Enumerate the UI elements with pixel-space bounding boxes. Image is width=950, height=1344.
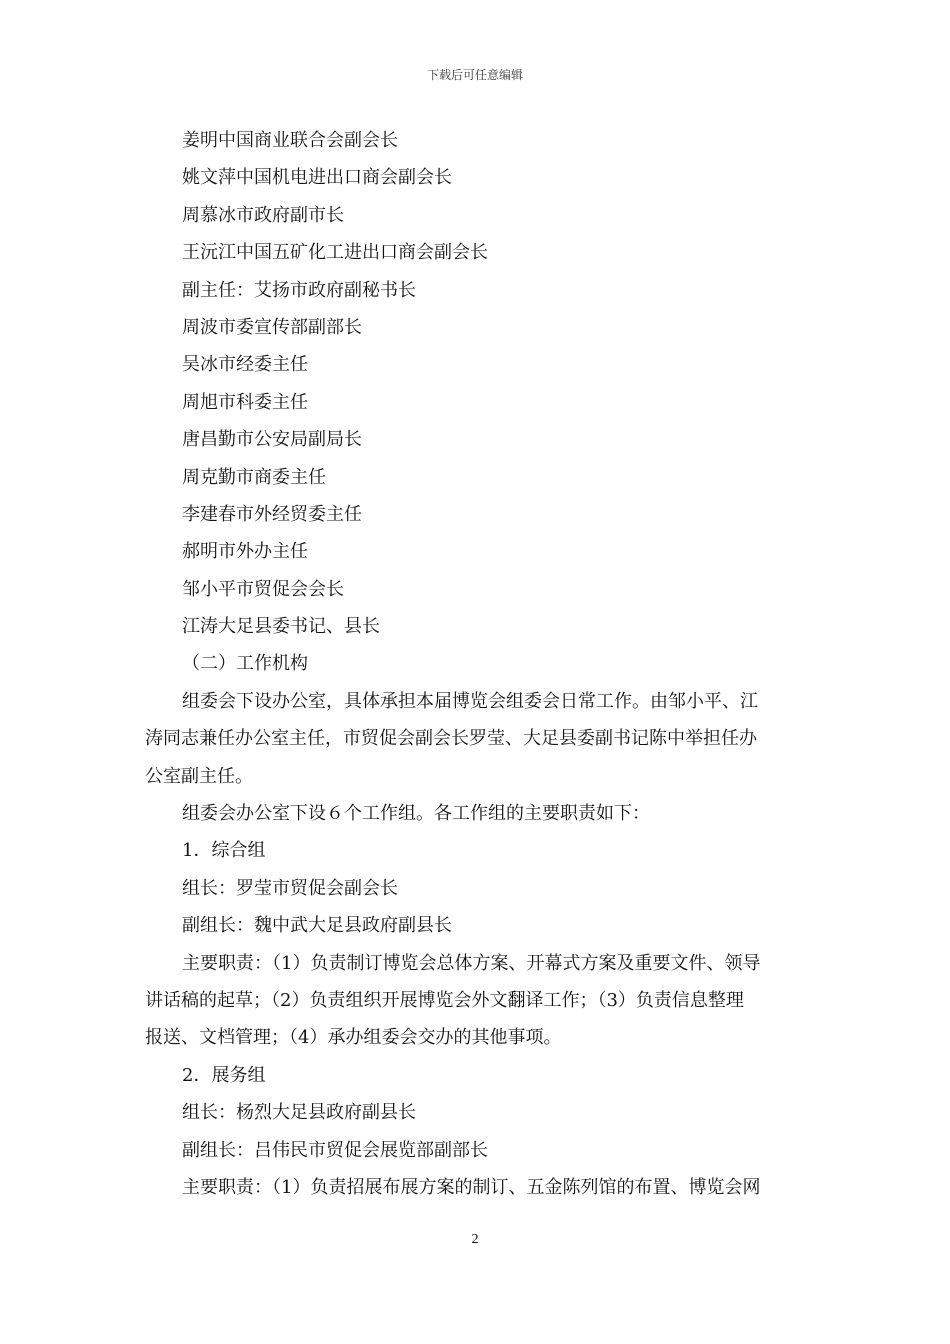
- text-line: 邹小平市贸促会会长: [182, 578, 344, 600]
- text-line: 李建春市外经贸委主任: [182, 503, 362, 525]
- group-heading: 2．展务组: [182, 1064, 266, 1086]
- text-line: 姜明中国商业联合会副会长: [182, 130, 398, 151]
- text-line: 周波市委宣传部副部长: [182, 316, 362, 338]
- group-heading: 1．综合组: [182, 840, 266, 862]
- paragraph-line: 讲话稿的起草；（2）负责组织开展博览会外文翻译工作；（3）负责信息整理: [145, 990, 744, 1012]
- text-line: 主要职责：（1）负责招展布展方案的制订、五金陈列馆的布置、博览会网: [182, 1177, 761, 1199]
- page-header: 下载后可任意编辑: [426, 68, 523, 82]
- text-line: 姚文萍中国机电进出口商会副会长: [182, 167, 452, 189]
- text-line: 周旭市科委主任: [182, 391, 308, 413]
- text-line: 组长：杨烈大足县政府副县长: [182, 1102, 416, 1124]
- text-line: 唐昌勤市公安局副局长: [182, 429, 362, 451]
- section-heading: （二）工作机构: [182, 653, 308, 675]
- document-body: [145, 122, 810, 1206]
- text-line: 副组长：吕伟民市贸促会展览部副部长: [182, 1139, 488, 1161]
- duty-paragraph: [145, 945, 810, 1057]
- text-line: 组委会办公室下设６个工作组。各工作组的主要职责如下：: [182, 803, 650, 825]
- text-line: 吴冰市经委主任: [182, 354, 308, 376]
- text-line: 周克勤市商委主任: [182, 466, 326, 488]
- text-line: 组长：罗莹市贸促会副会长: [182, 877, 398, 899]
- text-line: 副组长：魏中武大足县政府副县长: [182, 915, 452, 937]
- paragraph-line: 涛同志兼任办公室主任，市贸促会副会长罗莹、大足县委副书记陈中举担任办: [145, 728, 757, 750]
- paragraph-line: 组委会下设办公室，具体承担本届博览会组委会日常工作。由邹小平、江: [182, 690, 758, 712]
- text-line: 王沅江中国五矿化工进出口商会副会长: [182, 242, 488, 264]
- paragraph-line: 主要职责：（1）负责制订博览会总体方案、开幕式方案及重要文件、领导: [182, 952, 761, 974]
- text-line: 郝明市外办主任: [182, 541, 308, 563]
- office-paragraph: [145, 683, 810, 795]
- paragraph-line: 报送、文档管理；（4）承办组委会交办的其他事项。: [145, 1027, 562, 1049]
- text-line: 周慕冰市政府副市长: [182, 204, 344, 226]
- text-line: 副主任：艾扬市政府副秘书长: [182, 279, 416, 301]
- page-number: 2: [471, 1232, 479, 1247]
- text-line: 江涛大足县委书记、县长: [182, 616, 380, 638]
- paragraph-line: 公室副主任。: [145, 765, 253, 787]
